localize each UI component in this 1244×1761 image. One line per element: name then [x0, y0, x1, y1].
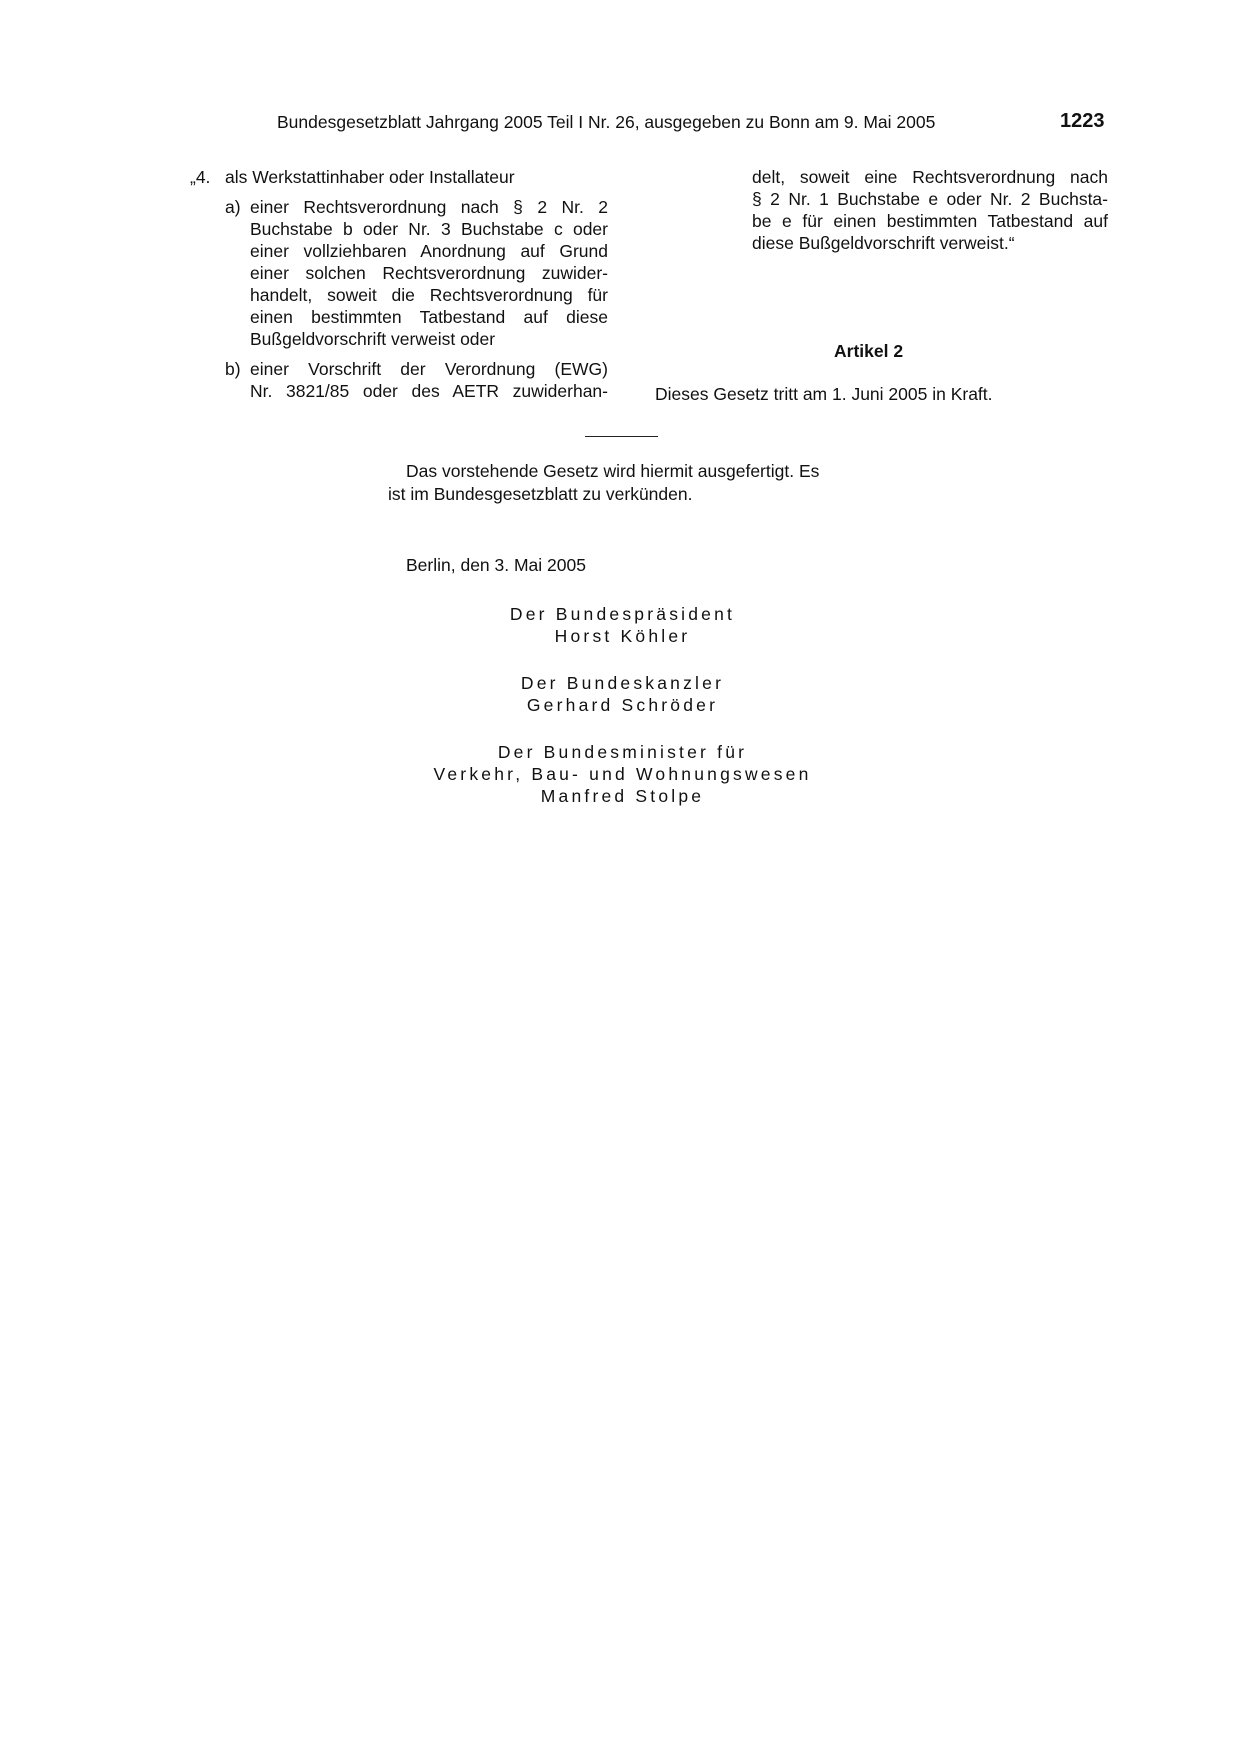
article-text: Dieses Gesetz tritt am 1. Juni 2005 in Kraft. — [655, 384, 993, 404]
list-item-4 — [190, 166, 608, 188]
text-line: einer solchen Rechtsverordnung zuwider- — [250, 263, 608, 283]
sub-item-letter: b) — [225, 359, 241, 379]
page-number: 1223 — [1060, 110, 1105, 132]
signatory-name: Manfred Stolpe — [540, 786, 705, 806]
signature-block-chancellor — [300, 672, 945, 716]
signatory-name: Horst Köhler — [554, 626, 691, 646]
text-line: einer vollziehbaren Anordnung auf Grund — [250, 241, 608, 261]
place-date: Berlin, den 3. Mai 2005 — [406, 555, 586, 575]
text-line: delt, soweit eine Rechtsverordnung nach — [752, 167, 1108, 187]
signatory-role: Der Bundespräsident — [509, 604, 736, 624]
closing-statement — [388, 460, 860, 506]
sub-item-b — [225, 358, 608, 402]
text-line: Nr. 3821/85 oder des AETR zuwiderhan- — [250, 381, 608, 401]
text-line: handelt, soweit die Rechtsverordnung für — [250, 285, 608, 305]
text-line: diese Bußgeldvorschrift verweist.“ — [752, 233, 1015, 253]
item-heading: als Werkstattinhaber oder Installateur — [225, 167, 515, 187]
text-line: einer Rechtsverordnung nach § 2 Nr. 2 — [250, 197, 608, 217]
sub-item-letter: a) — [225, 197, 241, 217]
signature-block-minister — [300, 741, 945, 807]
text-line: § 2 Nr. 1 Buchstabe e oder Nr. 2 Buchsta- — [752, 189, 1108, 209]
sub-item-a — [225, 196, 608, 350]
sub-item-text — [250, 358, 608, 402]
right-column — [652, 166, 1110, 254]
item-number: „4. — [190, 167, 211, 187]
signatory-name: Gerhard Schröder — [526, 695, 719, 715]
signatory-role-line2: Verkehr, Bau- und Wohnungswesen — [433, 764, 812, 784]
closing-line: ist im Bundesgesetzblatt zu verkünden. — [388, 484, 693, 504]
signatory-role: Der Bundeskanzler — [520, 673, 725, 693]
gazette-header-title: Bundesgesetzblatt Jahrgang 2005 Teil I Nr. 26, ausgegeben zu Bonn am 9. Mai 2005 — [277, 112, 936, 132]
sub-item-text — [250, 196, 608, 350]
left-column — [190, 166, 608, 402]
text-line: einer Vorschrift der Verordnung (EWG) — [250, 359, 608, 379]
signatory-role: Der Bundesminister für — [497, 742, 748, 762]
text-line: be e für einen bestimmten Tatbestand auf — [752, 211, 1108, 231]
closing-line: Das vorstehende Gesetz wird hiermit ausgefertigt. Es — [406, 461, 820, 481]
text-line: Buchstabe b oder Nr. 3 Buchstabe c oder — [250, 219, 608, 239]
continuation-text — [752, 166, 1108, 254]
text-line: einen bestimmten Tatbestand auf diese — [250, 307, 608, 327]
signature-block-president — [300, 603, 945, 647]
article-heading: Artikel 2 — [834, 341, 904, 361]
section-divider — [585, 436, 658, 437]
text-line: Bußgeldvorschrift verweist oder — [250, 329, 496, 349]
